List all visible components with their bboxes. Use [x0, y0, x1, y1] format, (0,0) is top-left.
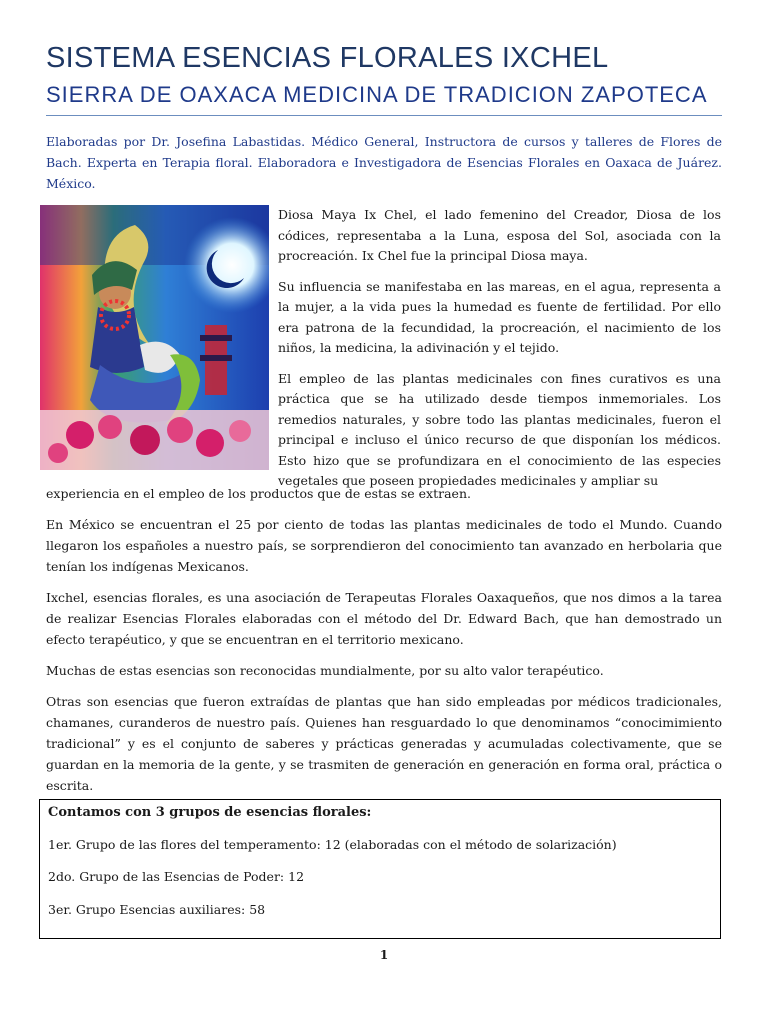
paragraph: Muchas de estas esencias son reconocidas mundialmente, por su alto valor terapéutico. — [46, 663, 604, 678]
paragraph: El empleo de las plantas medicinales con fines curativos es una práctica que se ha utilizado desde tiempos inmemoriales. Los remedios naturales, y sobre todo las plantas medicinales, fueron el principal e incluso el único recurso de que disponían los médicos. Esto hizo que se profundizara en el conocimiento de las especies vegetales que poseen propiedades medicinales y ampliar su — [278, 370, 721, 488]
essence-groups-box — [39, 799, 721, 939]
right-column-text — [278, 205, 721, 492]
group-item: 3er. Grupo Esencias auxiliares: 58 — [48, 902, 266, 917]
ixchel-painting-icon — [40, 205, 269, 470]
paragraph: Su influencia se manifestaba en las mareas, en el agua, representa a la mujer, a la vida pues la humedad es fuente de fertilidad. Por ello era patrona de la fecundidad, la procreación, el nacimiento de los niños, la medicina, la adivinación y el tejido. — [278, 278, 721, 355]
paragraph: experiencia en el empleo de los productos que de estas se extraen. — [46, 486, 471, 501]
document-title: SISTEMA ESENCIAS FLORALES IXCHEL — [46, 42, 609, 74]
title-divider — [46, 115, 722, 116]
paragraph: En México se encuentran el 25 por ciento de todas las plantas medicinales de todo el Mundo. Cuando llegaron los españoles a nuestro país, se sorprendieron del conocimiento tan avanzado en herbolaria que tenían los indígenas Mexicanos. — [46, 517, 722, 574]
paragraph: Ixchel, esencias florales, es una asociación de Terapeutas Florales Oaxaqueños, que nos dimos a la tarea de realizar Esencias Florales elaboradas con el método del Dr. Edward Bach, que han demostrado un efecto terapéutico, y que se encuentran en el territorio mexicano. — [46, 590, 722, 647]
paragraph: Diosa Maya Ix Chel, el lado femenino del Creador, Diosa de los códices, representaba a la Luna, esposa del Sol, asociada con la procreación. Ix Chel fue la principal Diosa maya. — [278, 207, 721, 263]
author-intro: Elaboradas por Dr. Josefina Labastidas. Médico General, Instructora de cursos y talleres de Flores de Bach. Experta en Terapia floral. Elaboradora e Investigadora de Esencias Florales en Oaxaca de Juárez. México. — [46, 134, 722, 191]
document-subtitle: SIERRA DE OAXACA MEDICINA DE TRADICION ZAPOTECA — [46, 82, 708, 107]
group-item: 1er. Grupo de las flores del temperamento: 12 (elaboradas con el método de solarización) — [48, 837, 617, 852]
body-text — [46, 483, 722, 806]
group-item: 2do. Grupo de las Esencias de Poder: 12 — [48, 869, 305, 884]
box-title: Contamos con 3 grupos de esencias florales: — [48, 805, 372, 820]
paragraph: Otras son esencias que fueron extraídas de plantas que han sido empleadas por médicos tradicionales, chamanes, curanderos de nuestro país. Quienes han resguardado lo que denominamos “conocimimiento tradicional” y es el conjunto de saberes y prácticas generadas y acumuladas colectivamente, que se guardan en la memoria de la gente, y se trasmiten de generación en generación en forma oral, práctica o escrita. — [46, 694, 722, 793]
page-number: 1 — [379, 948, 389, 962]
